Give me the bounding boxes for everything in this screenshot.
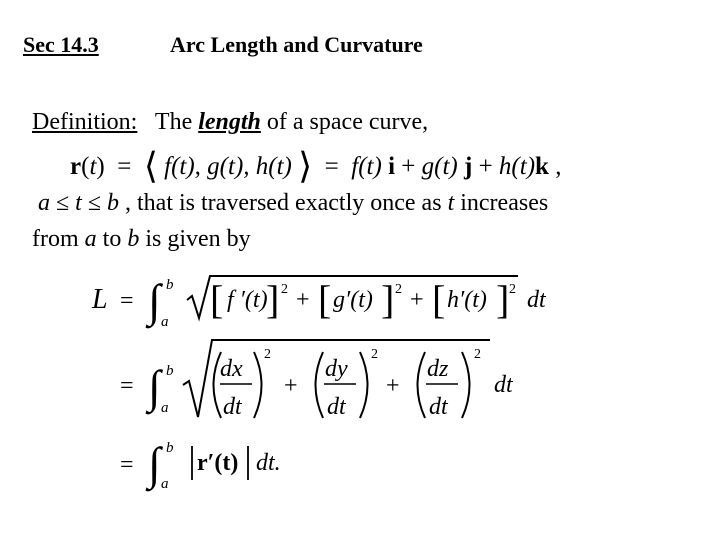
exp-g: 2 (395, 282, 402, 297)
eq-sign-2: = (324, 153, 339, 180)
interval-text2: increases (454, 190, 549, 216)
frac-dy: dy (325, 356, 348, 382)
dt-2: dt (494, 372, 513, 398)
definition-rest: of a space curve, (266, 109, 429, 135)
dt-1: dt (527, 287, 546, 313)
frac-dz: dz (427, 356, 449, 382)
paren-close-z (462, 352, 470, 418)
dt-3: dt. (256, 450, 281, 476)
paren-open-y (316, 352, 324, 418)
h-prime: h′(t) (447, 287, 487, 313)
bracket-open-h: [ (432, 277, 446, 322)
frac-dt-x: dt (223, 394, 242, 420)
frac-dt-y: dt (327, 394, 346, 420)
exp-y: 2 (371, 347, 378, 362)
upper-limit-3: b (166, 440, 174, 456)
bracket-open-f: [ (210, 277, 224, 322)
right-angle-bracket: ⟩ (298, 146, 313, 186)
interval-b: b (107, 190, 120, 216)
vector-r: r (70, 153, 82, 180)
integral-sign-1: ∫ (148, 275, 161, 326)
interval-t2: t (447, 190, 455, 216)
exp-h: 2 (509, 282, 516, 297)
r-prime-vector: r′(t) (197, 450, 239, 476)
rhs-h: h(t) (498, 153, 536, 180)
integral-sign-3: ∫ (148, 438, 161, 489)
eq-sign-2-line: = (120, 373, 134, 399)
definition-term: length (198, 109, 261, 135)
eq-sign-L: = (120, 288, 134, 314)
section-number: Sec 14.3 (23, 32, 99, 57)
paren-close-x (254, 352, 262, 418)
frac-dt-z: dt (429, 394, 448, 420)
left-angle-bracket: ⟨ (143, 146, 158, 186)
g-prime: g′(t) (333, 287, 373, 313)
from-a: a (84, 226, 97, 252)
lower-limit-3: a (161, 476, 169, 492)
to-text: to (96, 226, 128, 252)
bracket-open-g: [ (318, 277, 332, 322)
integral-sign-2: ∫ (148, 361, 161, 412)
bracket-close-f: ] (266, 277, 280, 322)
exp-x: 2 (264, 347, 271, 362)
from-text: from (32, 226, 85, 252)
bracket-close-g: ] (381, 277, 395, 322)
section-title: Arc Length and Curvature (170, 32, 423, 57)
unit-k: k (535, 153, 549, 180)
paren-close-y (360, 352, 368, 418)
given-by-text: is given by (139, 226, 251, 252)
lower-limit-1: a (161, 314, 169, 330)
upper-limit-2: b (166, 363, 174, 379)
plus-1: + (296, 287, 310, 313)
rhs-f: f(t) (351, 153, 382, 180)
lower-limit-2: a (161, 400, 169, 416)
paren-open-z (418, 352, 426, 418)
interval-t: t (75, 190, 82, 216)
L-symbol: L (92, 284, 108, 315)
rhs-g: g(t) (421, 153, 458, 180)
f-prime: f ′(t) (227, 287, 268, 313)
plus-4: + (386, 373, 400, 399)
plus-3: + (284, 373, 298, 399)
eq-sign-1: = (117, 153, 132, 180)
trailing-comma: , (555, 153, 562, 180)
plus-2: + (410, 287, 424, 313)
vector-r-arg: (t) (81, 153, 105, 180)
definition-intro: The (154, 109, 193, 135)
interval-rel-2: ≤ (81, 190, 108, 216)
unit-j: j (463, 153, 473, 180)
position-vector-equation: r(t) = ⟨ f(t), g(t), h(t) ⟩ = f(t) i + g(t) j + h(t)k , (70, 146, 562, 186)
exp-z: 2 (474, 347, 481, 362)
component-list: f(t), g(t), h(t) (164, 153, 292, 180)
bracket-close-h: ] (496, 277, 510, 322)
unit-i: i (388, 153, 396, 180)
exp-f: 2 (281, 282, 288, 297)
definition-label: Definition: (32, 109, 138, 135)
interval-text: , that is traversed exactly once as (119, 190, 448, 216)
frac-dx: dx (220, 356, 243, 382)
interval-a: a (38, 190, 50, 216)
to-b: b (127, 226, 140, 252)
interval-rel-1: ≤ (50, 190, 76, 216)
upper-limit-1: b (166, 277, 174, 293)
eq-sign-3-line: = (120, 452, 134, 478)
